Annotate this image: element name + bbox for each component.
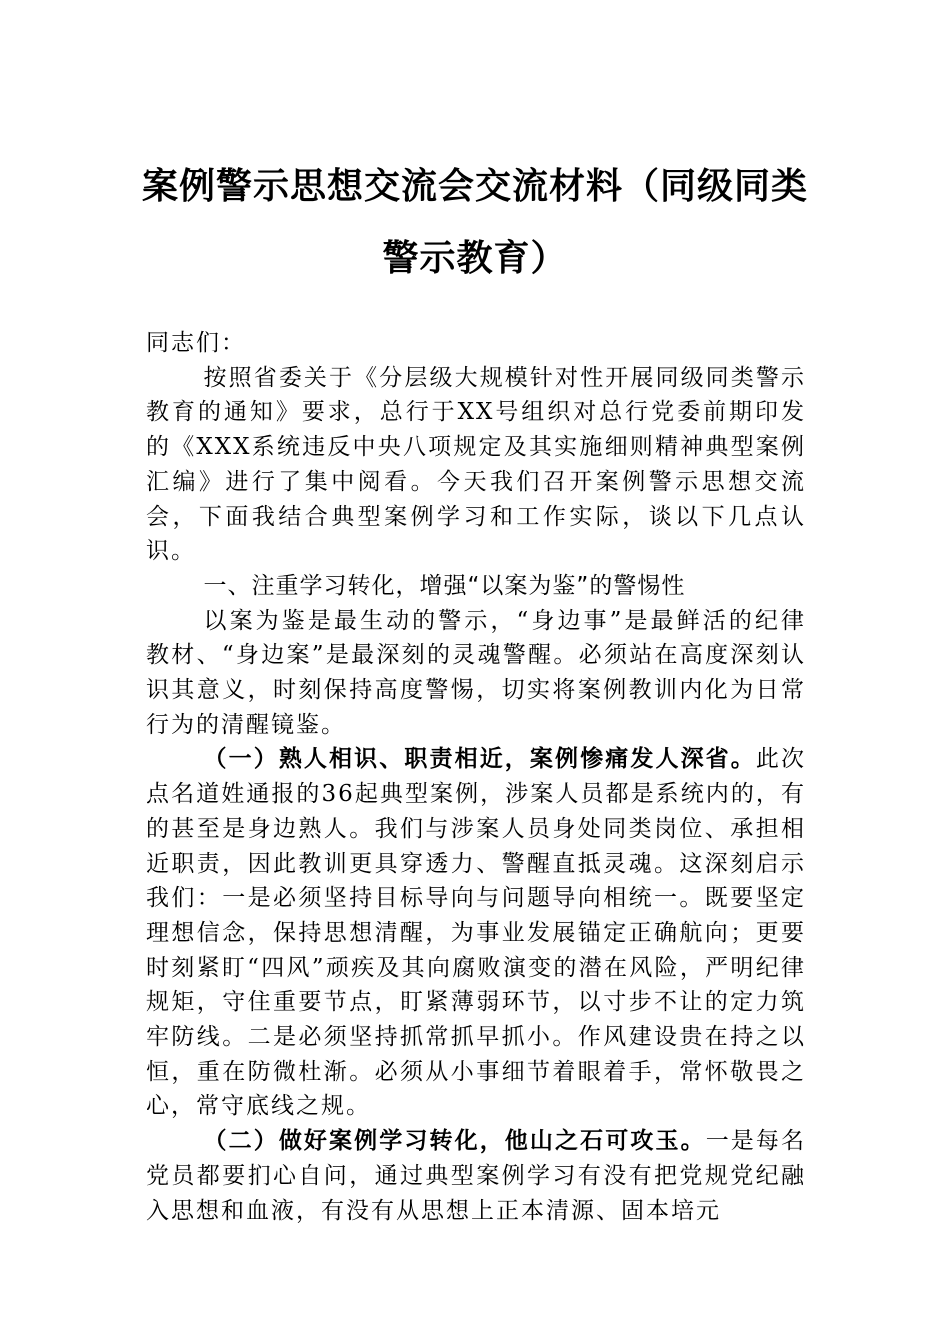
title-line-2: 警示教育） [382,237,568,279]
subsection-2-lead: （二）做好案例学习转化，他山之石可攻玉。 [203,1127,706,1155]
section-1-heading: 一、注重学习转化，增强“以案为鉴”的警惕性 [203,572,686,599]
section-1-paragraph: 以案为鉴是最生动的警示，“身边事”是最鲜活的纪律教材、“身边案”是最深刻的灵魂警醒。必须站在高度深刻认识其意义，时刻保持高度警惕，切实将案例教训内化为日常行为的清醒镜鉴。 [146,607,806,738]
salutation: 同志们： [146,330,246,356]
document-title [130,150,820,294]
subsection-2-paragraph [146,1124,806,1228]
subsection-1-paragraph [146,742,806,1124]
subsection-2-body: 一是每名党员都要扪心自问，通过典型案例学习有没有把党规党纪融入思想和血液，有没有从思想上正本清源、固本培元 [146,1128,807,1224]
intro-paragraph: 按照省委关于《分层级大规模针对性开展同级同类警示教育的通知》要求，总行于XX号组织对总行党委前期印发的《XXX系统违反中央八项规定及其实施细则精神典型案例汇编》进行了集中阅看。今天我们召开案例警示思想交流会，下面我结合典型案例学习和工作实际，谈以下几点认识。 [146,364,806,565]
document-body [146,326,806,1228]
title-line-1: 案例警示思想交流会交流材料（同级同类 [141,165,808,207]
subsection-1-lead: （一）熟人相识、职责相近，案例惨痛发人深省。 [203,745,756,773]
subsection-1-body: 此次点名道姓通报的36起典型案例，涉案人员都是系统内的，有的甚至是身边熟人。我们与涉案人员身处同类岗位、承担相近职责，因此教训更具穿透力、警醒直抵灵魂。这深刻启示我们：一是必须坚持目标导向与问题导向相统一。既要坚定理想信念，保持思想清醒，为事业发展锚定正确航向；更要时刻紧盯“四风”顽疾及其向腐败演变的潜在风险，严明纪律规矩，守住重要节点，盯紧薄弱环节，以寸步不让的定力筑牢防线。二是必须坚持抓常抓早抓小。作风建设贵在持之以恒，重在防微杜渐。必须从小事细节着眼着手，常怀敬畏之心，常守底线之规。 [146,746,807,1120]
